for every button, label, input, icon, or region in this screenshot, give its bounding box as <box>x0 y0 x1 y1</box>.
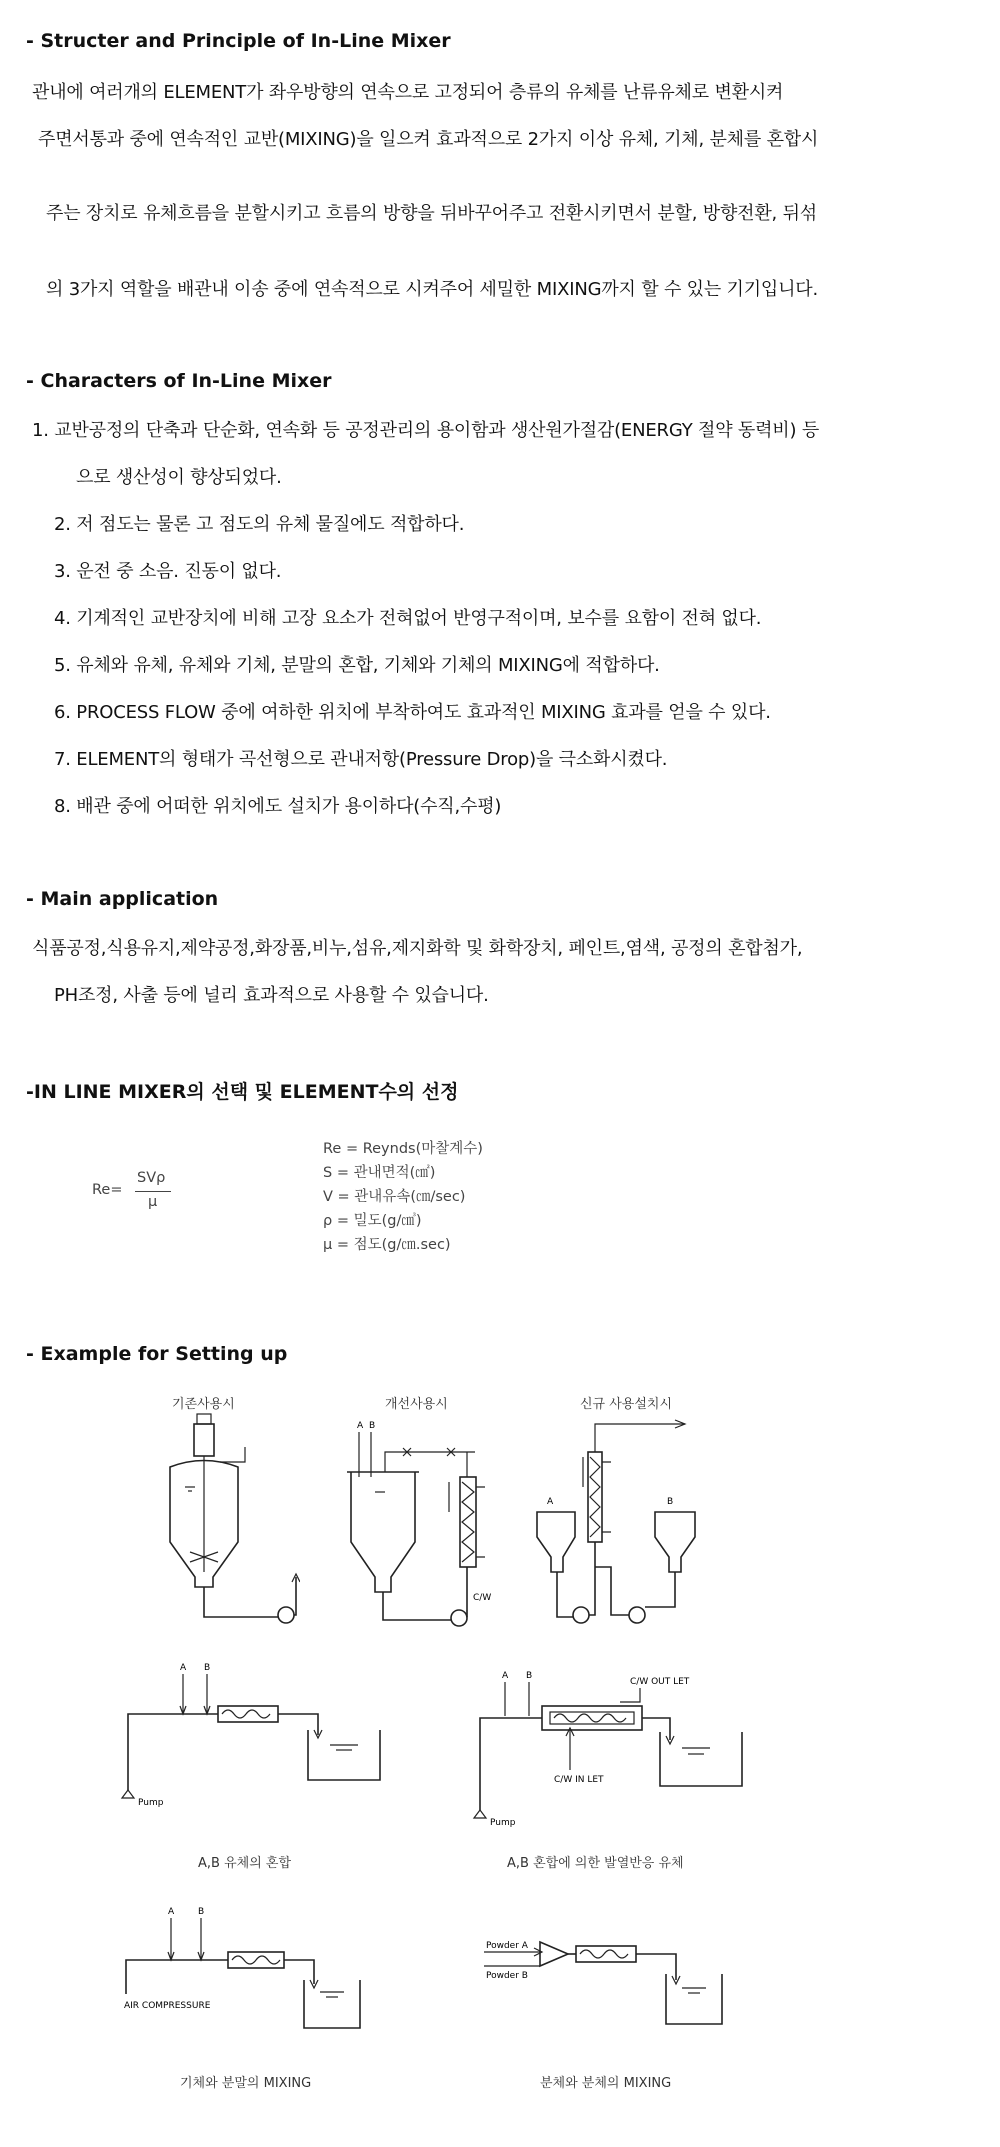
formula-def-re: Re = Reynds(마찰계수) <box>323 1141 483 1157</box>
structure-line-4: 의 3가지 역할을 배관내 이송 중에 연속적으로 시켜주어 세밀한 MIXING까지 할 수 있는 기기입니다. <box>46 279 819 300</box>
structure-line-3: 주는 장치로 유체흐름을 분할시키고 흐름의 방향을 뒤바꾸어주고 전환시키면서 분할, 방향전환, 뒤섞 <box>46 203 817 224</box>
label-pump-1: Pump <box>138 1798 164 1808</box>
structure-line-1: 관내에 여러개의 ELEMENT가 좌우방향의 연속으로 고정되어 층류의 유체를 난류유체로 변환시켜 <box>32 82 784 103</box>
label-cw-out: C/W OUT LET <box>630 1677 690 1687</box>
label-b-4: B <box>198 1907 205 1917</box>
formula-def-v: V = 관내유속(㎝/sec) <box>323 1189 466 1205</box>
formula-def-rho: ρ = 밀도(g/㎤) <box>323 1213 422 1229</box>
character-item-5: 5. 유체와 유체, 유체와 기체, 분말의 혼합, 기체와 기체의 MIXING에 적합하다. <box>54 655 660 676</box>
formula-numerator: SVρ <box>137 1170 166 1186</box>
label-b-new: B <box>667 1497 674 1507</box>
label-powder-b: Powder B <box>486 1971 528 1981</box>
label-a-3: A <box>502 1671 509 1681</box>
label-b-3: B <box>526 1671 533 1681</box>
caption-ab-fluid-mixing: A,B 유체의 혼합 <box>198 1856 291 1871</box>
formula-def-mu: μ = 점도(g/㎝.sec) <box>323 1237 451 1253</box>
label-cw-in: C/W IN LET <box>554 1775 604 1785</box>
section-title-example: - Example for Setting up <box>26 1343 288 1365</box>
diagram-existing-tank <box>150 1412 300 1652</box>
label-existing-use: 기존사용시 <box>172 1397 235 1412</box>
label-improved-use: 개선사용시 <box>385 1397 448 1412</box>
formula-def-s: S = 관내면적(㎠) <box>323 1165 436 1181</box>
application-line-2: PH조정, 사출 등에 널리 효과적으로 사용할 수 있습니다. <box>54 985 489 1006</box>
label-b-2: B <box>204 1663 211 1673</box>
formula-denominator: μ <box>148 1194 158 1210</box>
character-item-6: 6. PROCESS FLOW 중에 여하한 위치에 부착하여도 효과적인 MIXING 효과를 얻을 수 있다. <box>54 702 771 723</box>
label-air-compressure: AIR COMPRESSURE <box>124 2001 211 2011</box>
section-title-structure: - Structer and Principle of In-Line Mixer <box>26 30 451 52</box>
character-item-8: 8. 배관 중에 어떠한 위치에도 설치가 용이하다(수직,수평) <box>54 796 502 817</box>
structure-line-2: 주면서통과 중에 연속적인 교반(MIXING)을 일으켜 효과적으로 2가지 이상 유체, 기체, 분체를 혼합시 <box>38 129 819 150</box>
character-item-1-cont: 으로 생산성이 향상되었다. <box>76 467 282 488</box>
character-item-2: 2. 저 점도는 물론 고 점도의 유체 물질에도 적합하다. <box>54 514 465 535</box>
caption-ab-exothermic: A,B 혼합에 의한 발열반응 유체 <box>507 1856 684 1871</box>
caption-powder-powder-mixing: 분체와 분체의 MIXING <box>540 2076 672 2091</box>
diagram-improved-use <box>345 1412 505 1652</box>
label-cw: C/W <box>473 1593 492 1603</box>
diagram-powder-powder-mixing <box>480 1904 740 2044</box>
label-pump-2: Pump <box>490 1818 516 1828</box>
label-a-2: A <box>180 1663 187 1673</box>
label-new-install: 신규 사용설치시 <box>580 1397 673 1412</box>
diagram-gas-powder-mixing <box>118 1904 378 2044</box>
label-a-new: A <box>547 1497 554 1507</box>
diagram-ab-fluid-mixing <box>118 1660 398 1810</box>
caption-gas-powder-mixing: 기체와 분말의 MIXING <box>180 2076 312 2091</box>
character-item-1: 1. 교반공정의 단축과 단순화, 연속화 등 공정관리의 용이함과 생산원가절감(ENERGY 절약 동력비) 등 <box>32 420 820 441</box>
application-line-1: 식품공정,식용유지,제약공정,화장품,비누,섬유,제지화학 및 화학장치, 페인트,염색, 공정의 혼합첨가, <box>32 938 803 959</box>
label-a: A <box>357 1421 364 1431</box>
diagram-ab-exothermic <box>470 1670 770 1830</box>
section-title-characters: - Characters of In-Line Mixer <box>26 370 332 392</box>
section-title-selection: -IN LINE MIXER의 선택 및 ELEMENT수의 선정 <box>26 1081 459 1103</box>
label-powder-a: Powder A <box>486 1941 528 1951</box>
formula-lhs: Re= <box>92 1182 123 1198</box>
character-item-7: 7. ELEMENT의 형태가 곡선형으로 관내저항(Pressure Drop)을 극소화시켰다. <box>54 749 668 770</box>
label-b: B <box>369 1421 376 1431</box>
section-title-application: - Main application <box>26 888 219 910</box>
diagram-new-install <box>535 1412 705 1642</box>
character-item-3: 3. 운전 중 소음. 진동이 없다. <box>54 561 282 582</box>
label-a-4: A <box>168 1907 175 1917</box>
character-item-4: 4. 기계적인 교반장치에 비해 고장 요소가 전혀없어 반영구적이며, 보수를 요함이 전혀 없다. <box>54 608 762 629</box>
